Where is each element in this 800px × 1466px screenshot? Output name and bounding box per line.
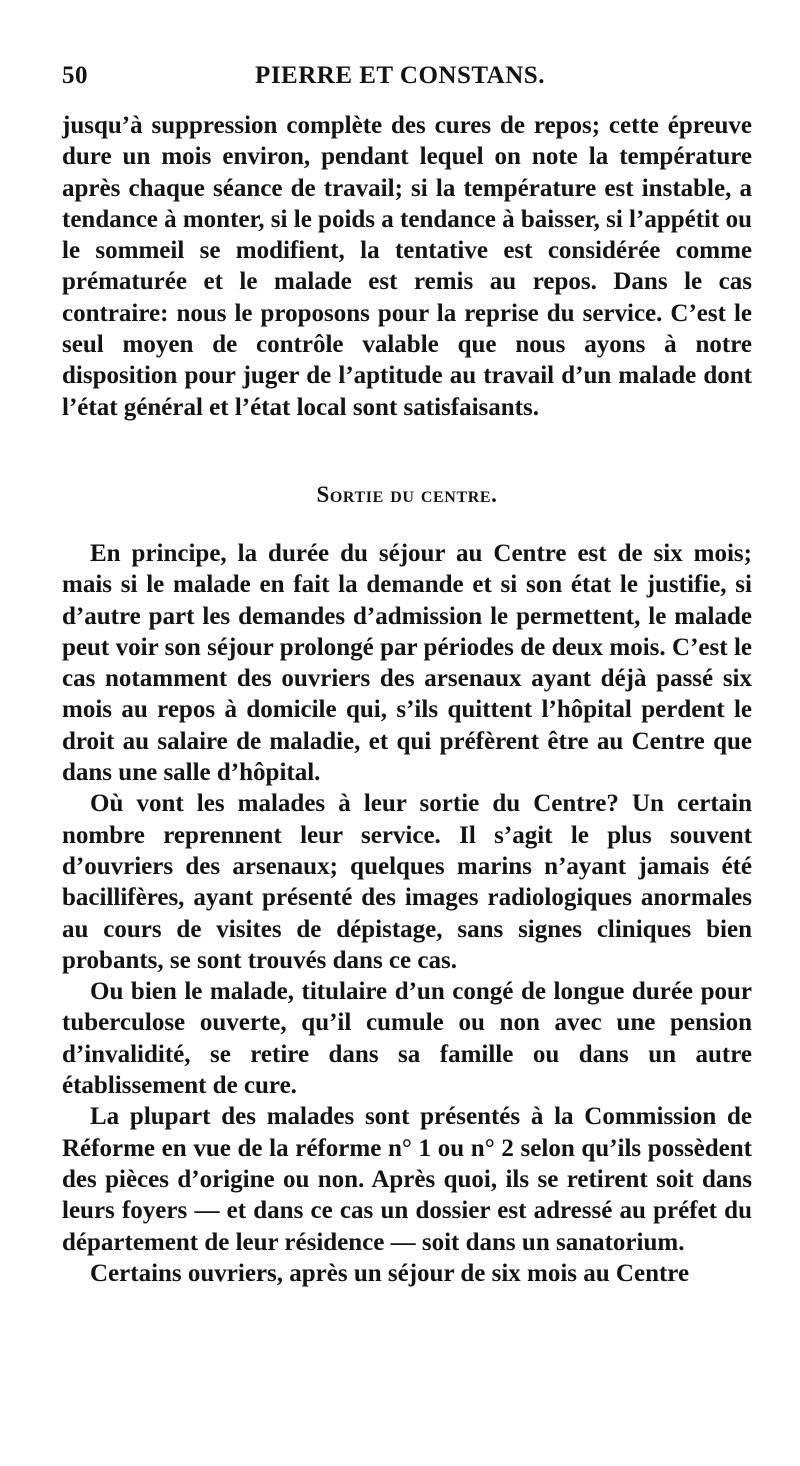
page-number: 50 [62, 62, 88, 89]
section-body [62, 538, 752, 1289]
page-header [62, 62, 738, 102]
section-heading: Sortie du centre. [316, 482, 498, 507]
running-head: PIERRE ET CONSTANS. [255, 62, 545, 89]
intro-paragraph-block [62, 110, 752, 423]
paragraph: En principe, la durée du séjour au Centre est de six mois; mais si le malade en fait la demande et si son état le justifie, si d’autre part les demandes d’admission le permettent, le malade peut voir son séjour prolongé par périodes de deux mois. C’est le cas notamment des ouvriers des arsenaux ayant déjà passé six mois au repos à domicile qui, s’ils quittent l’hôpital perdent le droit au salaire de maladie, et qui préfèrent être au Centre que dans une salle d’hôpital. [62, 540, 752, 787]
paragraph: Ou bien le malade, titulaire d’un congé de longue durée pour tuberculose ouverte, qu’il cumule ou non avec une pension d’invalidité, se retire dans sa famille ou dans un autre établissement de cure. [62, 978, 752, 1100]
paragraph: jusqu’à suppression complète des cures de repos; cette épreuve dure un mois environ, pendant lequel on note la température après chaque séance de travail; si la température est instable, a tendance à monter, si le poids a tendance à baisser, si l’appétit ou le sommeil se modifient, la tentative est considérée comme prématurée et le malade est remis au repos. Dans le cas contraire: nous le proposons pour la reprise du service. C’est le seul moyen de contrôle valable que nous ayons à notre disposition pour juger de l’aptitude au travail d’un malade dont l’état général et l’état local sont satisfaisants. [62, 112, 752, 421]
paragraph: Où vont les malades à leur sortie du Centre? Un certain nombre reprennent leur service. Il s’agit le plus souvent d’ouvriers des arsenaux; quelques marins n’ayant jamais été bacillifères, ayant présenté des images radiologiques anormales au cours de visites de dépistage, sans signes cliniques bien probants, se sont trouvés dans ce cas. [62, 790, 752, 974]
paragraph: Certains ouvriers, après un séjour de six mois au Centre [90, 1259, 690, 1287]
paragraph: La plupart des malades sont présentés à la Commission de Réforme en vue de la réforme n° 1 ou n° 2 selon qu’ils possèdent des pièces d’origine ou non. Après quoi, ils se retirent soit dans leurs foyers — et dans ce cas un dossier est adressé au préfet du département de leur résidence — soit dans un sanatorium. [62, 1103, 752, 1256]
